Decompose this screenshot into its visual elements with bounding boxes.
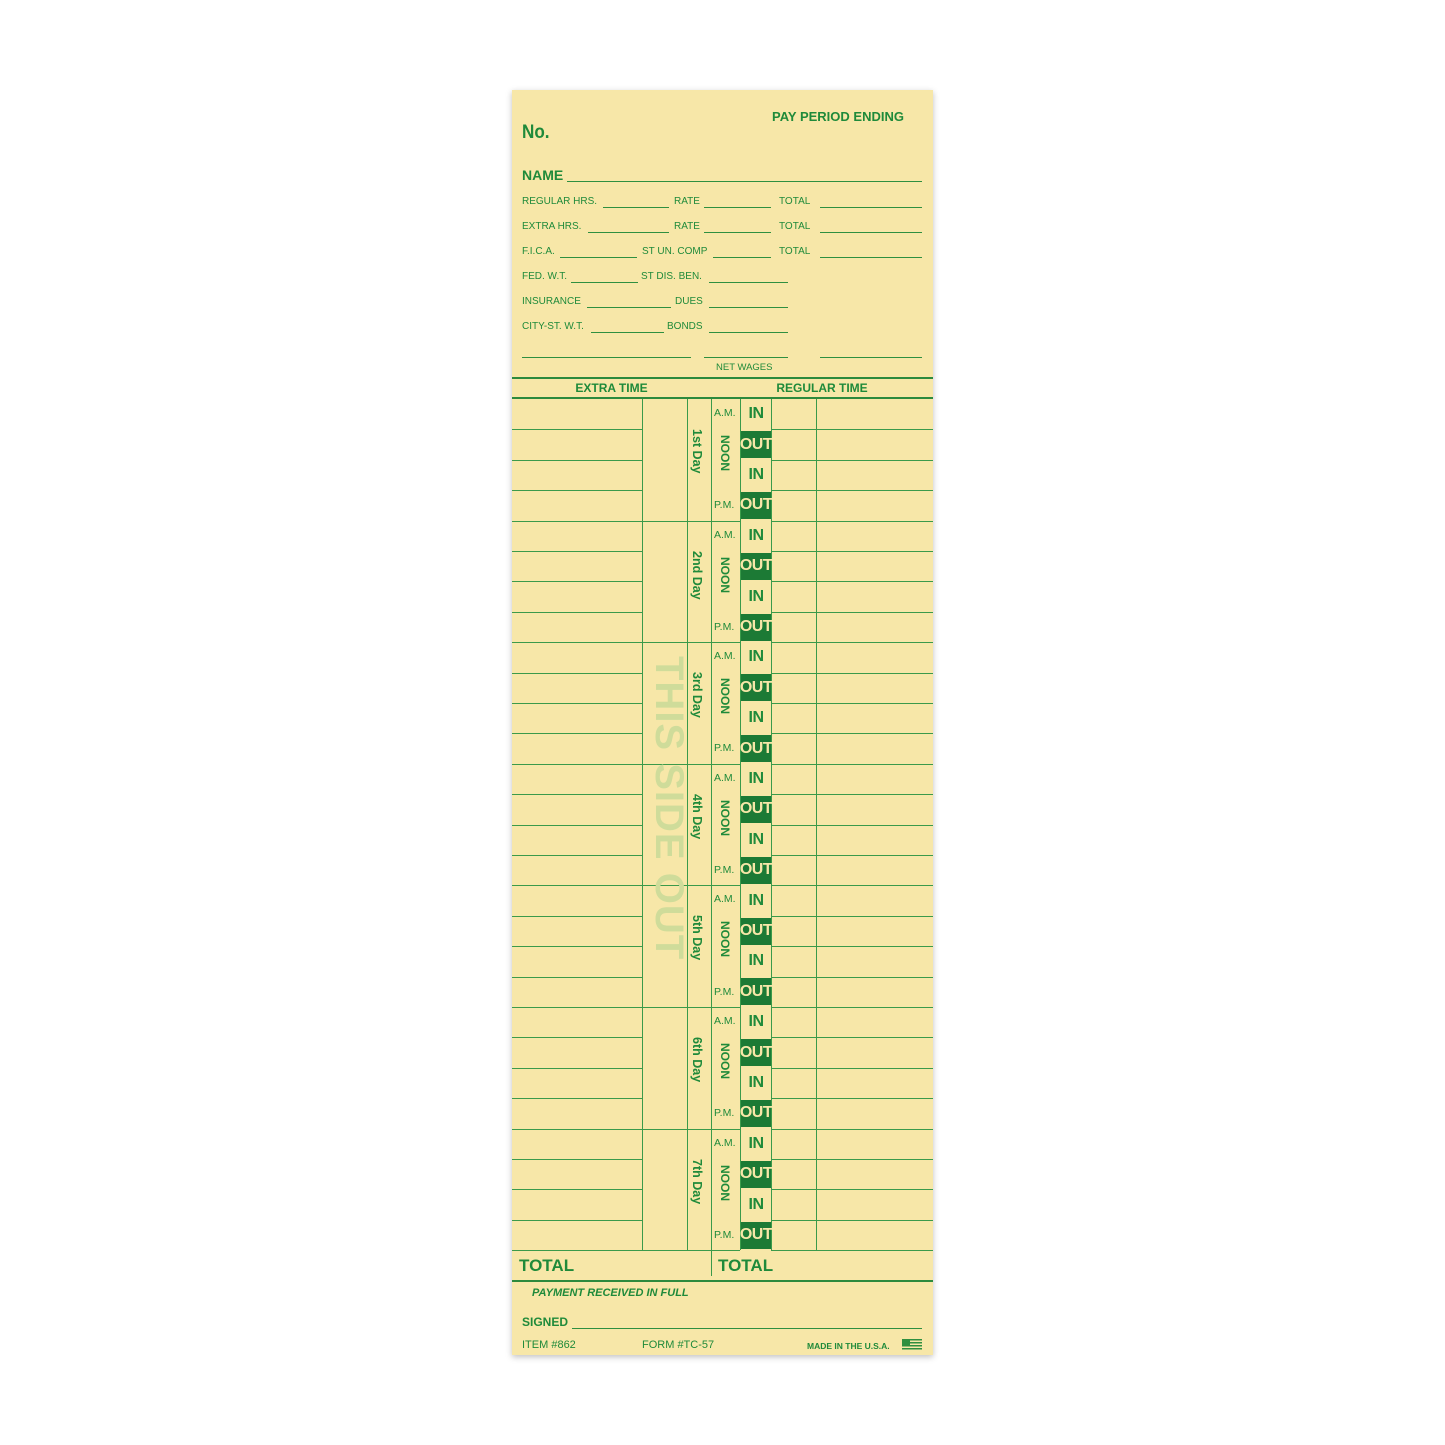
total-label-3: TOTAL: [779, 246, 811, 257]
total-label-2: TOTAL: [779, 221, 811, 232]
total-left-label: TOTAL: [519, 1256, 575, 1275]
regular-time-cell-line[interactable]: [771, 1220, 816, 1221]
regular-time-cell-line[interactable]: [771, 642, 816, 643]
in-badge: IN: [741, 644, 771, 671]
extra-time-row-line[interactable]: [512, 460, 642, 461]
blank-line-1[interactable]: [522, 357, 691, 358]
noon-label: NOON: [718, 435, 732, 471]
city-st-wt-line[interactable]: [591, 332, 664, 333]
regular-time-row-line[interactable]: [816, 460, 933, 461]
regular-time-row-line[interactable]: [816, 1037, 933, 1038]
extra-time-row-line[interactable]: [512, 703, 642, 704]
pm-label: P.M.: [714, 499, 735, 512]
out-badge: OUT: [741, 431, 771, 458]
in-badge: IN: [741, 826, 771, 853]
extra-time-row-line[interactable]: [512, 977, 642, 978]
us-flag-icon: [902, 1339, 922, 1351]
city-st-wt-label: CITY-ST. W.T.: [522, 321, 584, 332]
payment-received-label: PAYMENT RECEIVED IN FULL: [532, 1287, 689, 1299]
regular-time-header: REGULAR TIME: [776, 381, 868, 395]
time-card: [512, 90, 933, 1355]
extra-time-row-line[interactable]: [512, 764, 642, 765]
pm-label: P.M.: [714, 1107, 735, 1120]
regular-time-cell-line[interactable]: [771, 1007, 816, 1008]
extra-time-row-line[interactable]: [512, 1098, 642, 1099]
grid-top-rule: [512, 377, 933, 379]
made-in-usa-label: MADE IN THE U.S.A.: [807, 1341, 890, 1351]
day-separator-line: [642, 521, 740, 522]
net-wages-line[interactable]: [704, 357, 788, 358]
center-divider: [711, 399, 712, 1276]
regular-hrs-label: REGULAR HRS.: [522, 196, 598, 207]
grid-bottom-rule: [512, 1280, 933, 1282]
name-label: NAME: [522, 167, 564, 183]
day-label: 1st Day: [690, 429, 704, 474]
dues-label: DUES: [675, 296, 703, 307]
regular-hrs-line[interactable]: [603, 207, 669, 208]
st-un-comp-line[interactable]: [713, 257, 771, 258]
regular-time-cell-line[interactable]: [771, 612, 816, 613]
regular-time-row-line[interactable]: [816, 581, 933, 582]
regular-time-row-line[interactable]: [816, 946, 933, 947]
extra-time-row-line[interactable]: [512, 673, 642, 674]
card-number-label: No.: [522, 122, 550, 143]
regular-time-row-line[interactable]: [816, 521, 933, 522]
day-label: 5th Day: [690, 915, 704, 961]
am-label: A.M.: [714, 771, 736, 784]
total-line-2[interactable]: [820, 232, 922, 233]
day-label: 2nd Day: [690, 550, 704, 600]
extra-time-row-line[interactable]: [512, 1220, 642, 1221]
day-separator-line: [642, 1007, 740, 1008]
extra-time-row-line[interactable]: [512, 855, 642, 856]
regular-time-cell-line[interactable]: [771, 460, 816, 461]
extra-time-row-line[interactable]: [512, 521, 642, 522]
total-right-label: TOTAL: [718, 1256, 774, 1275]
st-dis-ben-line[interactable]: [709, 282, 788, 283]
extra-time-divider: [642, 399, 643, 1250]
out-badge: OUT: [741, 978, 771, 1005]
signature-line[interactable]: [572, 1328, 922, 1329]
am-label: A.M.: [714, 1136, 736, 1149]
regular-time-row-line[interactable]: [816, 642, 933, 643]
out-badge: OUT: [741, 1161, 771, 1188]
day-label: 7th Day: [690, 1158, 704, 1204]
out-badge: OUT: [741, 492, 771, 519]
regular-time-cell-line[interactable]: [771, 1129, 816, 1130]
regular-time-row-line[interactable]: [816, 551, 933, 552]
insurance-line[interactable]: [587, 307, 671, 308]
total-label-1: TOTAL: [779, 196, 811, 207]
in-badge: IN: [741, 948, 771, 975]
pm-label: P.M.: [714, 985, 735, 998]
out-badge: OUT: [741, 1039, 771, 1066]
extra-time-row-line[interactable]: [512, 794, 642, 795]
grid-header-rule: [512, 397, 933, 399]
day-label: 4th Day: [690, 793, 704, 839]
am-label: A.M.: [714, 407, 736, 419]
out-badge: OUT: [741, 735, 771, 762]
fed-wt-label: FED. W.T.: [522, 271, 567, 282]
extra-time-row-line[interactable]: [512, 825, 642, 826]
in-badge: IN: [741, 462, 771, 489]
bonds-label: BONDS: [667, 321, 703, 332]
regular-time-row-line[interactable]: [816, 855, 933, 856]
regular-time-row-line[interactable]: [816, 1220, 933, 1221]
regular-time-cell-line[interactable]: [771, 1098, 816, 1099]
regular-time-row-line[interactable]: [816, 703, 933, 704]
net-wages-label: NET WAGES: [716, 362, 773, 373]
regular-time-cell-line[interactable]: [771, 1250, 816, 1251]
regular-time-row-line[interactable]: [816, 764, 933, 765]
regular-time-row-line[interactable]: [816, 490, 933, 491]
regular-time-cell-line[interactable]: [771, 733, 816, 734]
item-number: ITEM #862: [522, 1339, 576, 1351]
in-badge: IN: [741, 522, 771, 549]
extra-time-row-line[interactable]: [512, 1189, 642, 1190]
extra-time-row-line[interactable]: [512, 885, 642, 886]
in-badge: IN: [741, 766, 771, 793]
this-side-out-watermark: THIS SIDE OUT: [647, 656, 691, 961]
out-badge: OUT: [741, 1100, 771, 1127]
total-line-3[interactable]: [820, 257, 922, 258]
rate-line-1[interactable]: [704, 207, 771, 208]
fica-label: F.I.C.A.: [522, 246, 555, 257]
regular-time-cell-line[interactable]: [771, 885, 816, 886]
extra-time-row-line[interactable]: [512, 1037, 642, 1038]
extra-time-row-line[interactable]: [512, 551, 642, 552]
regular-time-row-line[interactable]: [816, 1159, 933, 1160]
regular-time-row-line[interactable]: [816, 794, 933, 795]
rate-label-2: RATE: [674, 221, 700, 232]
noon-label: NOON: [718, 799, 732, 836]
regular-time-cell-line[interactable]: [771, 916, 816, 917]
regular-time-row-line[interactable]: [816, 1189, 933, 1190]
out-badge: OUT: [741, 553, 771, 580]
regular-time-cell-line[interactable]: [771, 977, 816, 978]
extra-time-row-line[interactable]: [512, 1250, 642, 1251]
extra-time-row-line[interactable]: [512, 916, 642, 917]
extra-time-header: EXTRA TIME: [575, 381, 648, 395]
in-badge: IN: [741, 583, 771, 610]
day-label: 6th Day: [690, 1037, 704, 1083]
extra-time-row-line[interactable]: [512, 581, 642, 582]
in-badge: IN: [741, 887, 771, 914]
st-un-comp-label: ST UN. COMP: [642, 246, 708, 257]
extra-time-row-line[interactable]: [512, 490, 642, 491]
in-badge: IN: [741, 1130, 771, 1157]
pay-period-label: PAY PERIOD ENDING: [772, 109, 904, 124]
day-label: 3rd Day: [690, 672, 704, 719]
extra-time-row-line[interactable]: [512, 1159, 642, 1160]
regular-time-row-line[interactable]: [816, 673, 933, 674]
regular-time-cell-line[interactable]: [771, 764, 816, 765]
noon-label: NOON: [718, 1043, 732, 1079]
in-badge: IN: [741, 1191, 771, 1218]
am-label: A.M.: [714, 1015, 736, 1027]
regular-time-row-line[interactable]: [816, 1098, 933, 1099]
regular-time-row-line[interactable]: [816, 429, 933, 430]
am-label: A.M.: [714, 650, 736, 663]
day-separator-line: [642, 1129, 740, 1130]
regular-time-cell-line[interactable]: [771, 703, 816, 704]
rate-label-1: RATE: [674, 196, 700, 207]
dues-line[interactable]: [709, 307, 788, 308]
in-badge: IN: [741, 1009, 771, 1036]
in-badge: IN: [741, 705, 771, 732]
st-dis-ben-label: ST DIS. BEN.: [641, 271, 702, 282]
out-badge: OUT: [741, 614, 771, 641]
am-label: A.M.: [714, 893, 736, 906]
extra-time-row-line[interactable]: [512, 733, 642, 734]
bonds-line[interactable]: [709, 332, 788, 333]
regular-time-row-line[interactable]: [816, 885, 933, 886]
regular-time-cell-line[interactable]: [771, 1037, 816, 1038]
out-badge: OUT: [741, 918, 771, 945]
regular-time-cell-line[interactable]: [771, 521, 816, 522]
out-badge: OUT: [741, 857, 771, 884]
regular-time-row-line[interactable]: [816, 1007, 933, 1008]
extra-time-row-line[interactable]: [512, 1068, 642, 1069]
regular-time-row-line[interactable]: [816, 733, 933, 734]
noon-label: NOON: [718, 678, 732, 715]
am-label: A.M.: [714, 528, 736, 541]
noon-label: NOON: [718, 1164, 732, 1201]
insurance-label: INSURANCE: [522, 296, 581, 307]
pm-label: P.M.: [714, 620, 735, 633]
pm-label: P.M.: [714, 864, 735, 876]
regular-time-row-line[interactable]: [816, 825, 933, 826]
regular-time-cell-line[interactable]: [771, 581, 816, 582]
rate-line-2[interactable]: [704, 232, 771, 233]
blank-line-2[interactable]: [820, 357, 922, 358]
regular-time-cell-line[interactable]: [771, 429, 816, 430]
in-badge: IN: [741, 401, 771, 428]
regular-time-cell-line[interactable]: [771, 946, 816, 947]
extra-hrs-line[interactable]: [588, 232, 669, 233]
regular-time-cell-line[interactable]: [771, 794, 816, 795]
day-separator-line: [642, 642, 740, 643]
total-line-1[interactable]: [820, 207, 922, 208]
regular-time-cell-line[interactable]: [771, 1189, 816, 1190]
extra-time-row-line[interactable]: [512, 1007, 642, 1008]
form-number: FORM #TC-57: [642, 1339, 715, 1351]
regular-time-row-line[interactable]: [816, 612, 933, 613]
regular-time-row-line[interactable]: [816, 977, 933, 978]
regular-time-cell-line[interactable]: [771, 1159, 816, 1160]
regular-time-cell-line[interactable]: [771, 825, 816, 826]
fica-line[interactable]: [560, 257, 637, 258]
fed-wt-line[interactable]: [571, 282, 638, 283]
name-line[interactable]: [567, 181, 922, 182]
noon-label: NOON: [718, 921, 732, 958]
regular-time-row-line[interactable]: [816, 916, 933, 917]
pm-label: P.M.: [714, 1228, 735, 1241]
pm-label: P.M.: [714, 742, 735, 755]
extra-time-row-line[interactable]: [512, 429, 642, 430]
out-badge: OUT: [741, 1222, 771, 1249]
signed-label: SIGNED: [522, 1315, 569, 1329]
in-badge: IN: [741, 1070, 771, 1097]
extra-time-row-line[interactable]: [512, 1129, 642, 1130]
day-separator-line: [642, 1250, 740, 1251]
regular-time-cell-line[interactable]: [771, 855, 816, 856]
extra-hrs-label: EXTRA HRS.: [522, 221, 582, 232]
extra-time-row-line[interactable]: [512, 946, 642, 947]
regular-time-cell-line[interactable]: [771, 673, 816, 674]
regular-time-row-line[interactable]: [816, 1250, 933, 1251]
noon-label: NOON: [718, 556, 732, 593]
extra-time-row-line[interactable]: [512, 642, 642, 643]
regular-time-cell-line[interactable]: [771, 490, 816, 491]
regular-time-row-line[interactable]: [816, 1068, 933, 1069]
regular-time-row-line[interactable]: [816, 1129, 933, 1130]
regular-time-cell-line[interactable]: [771, 1068, 816, 1069]
out-badge: OUT: [741, 796, 771, 823]
regular-time-cell-line[interactable]: [771, 551, 816, 552]
extra-time-row-line[interactable]: [512, 612, 642, 613]
out-badge: OUT: [741, 674, 771, 701]
